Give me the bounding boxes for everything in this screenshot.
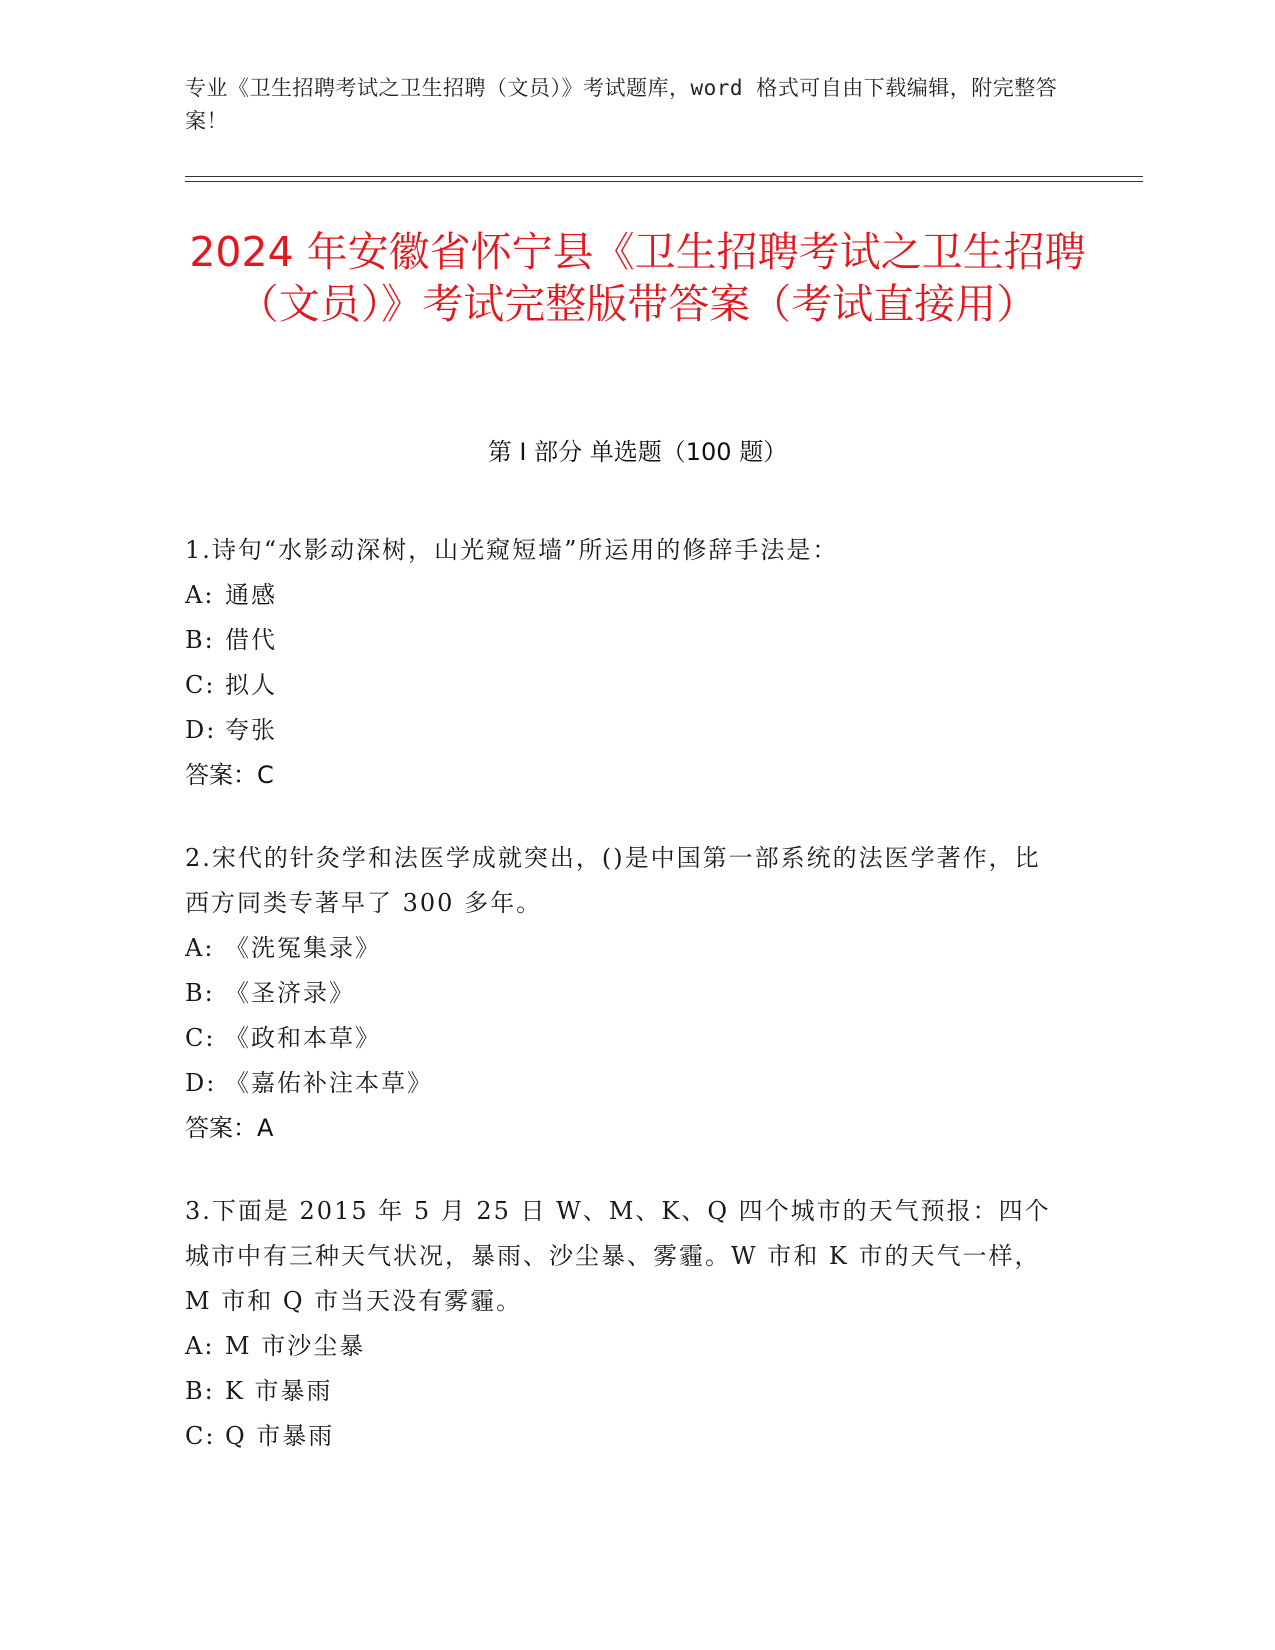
question-2 xyxy=(185,836,1065,1151)
option-b xyxy=(185,1369,1065,1414)
option-letter: C: xyxy=(185,1024,216,1052)
answer-line: 答案：A xyxy=(185,1114,274,1142)
option-text: 《政和本草》 xyxy=(225,1024,381,1052)
option-letter: A: xyxy=(185,581,215,609)
question-3 xyxy=(185,1189,1065,1459)
header-note: 专业《卫生招聘考试之卫生招聘（文员）》考试题库，word 格式可自由下载编辑，附完整答案！ xyxy=(185,76,1058,133)
option-text: 《洗冤集录》 xyxy=(225,934,381,962)
option-text: M 市沙尘暴 xyxy=(225,1332,366,1360)
question-stem: 3.下面是 2015 年 5 月 25 日 W、M、K、Q 四个城市的天气预报：四个城市中有三种天气状况，暴雨、沙尘暴、雾霾。W 市和 K 市的天气一样，M 市和 Q 市当天没有雾霾。 xyxy=(185,1197,1051,1315)
option-text: 通感 xyxy=(225,581,277,609)
option-letter: C: xyxy=(185,671,216,699)
option-letter: B: xyxy=(185,1377,215,1405)
option-letter: A: xyxy=(185,1332,215,1360)
document-title: 2024 年安徽省怀宁县《卫生招聘考试之卫生招聘（文员）》考试完整版带答案（考试直接用） xyxy=(189,228,1086,328)
answer-line: 答案：C xyxy=(185,761,274,789)
option-c xyxy=(185,663,1065,708)
option-letter: D: xyxy=(185,1069,217,1097)
question-1 xyxy=(185,528,1065,798)
question-list xyxy=(185,528,1065,1497)
option-letter: B: xyxy=(185,979,215,1007)
question-stem: 2.宋代的针灸学和法医学成就突出，()是中国第一部系统的法医学著作，比西方同类专著早了 300 多年。 xyxy=(185,844,1041,917)
option-a xyxy=(185,926,1065,971)
section-title: 第 I 部分 单选题（100 题） xyxy=(487,438,788,466)
option-text: 夸张 xyxy=(225,716,277,744)
option-letter: D: xyxy=(185,716,217,744)
header-rule-top xyxy=(185,176,1143,177)
option-text: 借代 xyxy=(225,626,277,654)
option-text: 《嘉佑补注本草》 xyxy=(225,1069,433,1097)
header-rule-bottom xyxy=(185,181,1143,182)
option-letter: B: xyxy=(185,626,215,654)
option-c xyxy=(185,1016,1065,1061)
option-d xyxy=(185,1061,1065,1106)
question-stem: 1.诗句“水影动深树，山光窥短墙”所运用的修辞手法是： xyxy=(185,536,839,564)
option-a xyxy=(185,573,1065,618)
option-text: 拟人 xyxy=(225,671,277,699)
option-letter: C: xyxy=(185,1422,216,1450)
option-d xyxy=(185,708,1065,753)
option-c xyxy=(185,1414,1065,1459)
option-text: K 市暴雨 xyxy=(225,1377,333,1405)
option-b xyxy=(185,618,1065,663)
option-text: 《圣济录》 xyxy=(225,979,355,1007)
option-b xyxy=(185,971,1065,1016)
option-letter: A: xyxy=(185,934,215,962)
option-text: Q 市暴雨 xyxy=(225,1422,335,1450)
option-a xyxy=(185,1324,1065,1369)
